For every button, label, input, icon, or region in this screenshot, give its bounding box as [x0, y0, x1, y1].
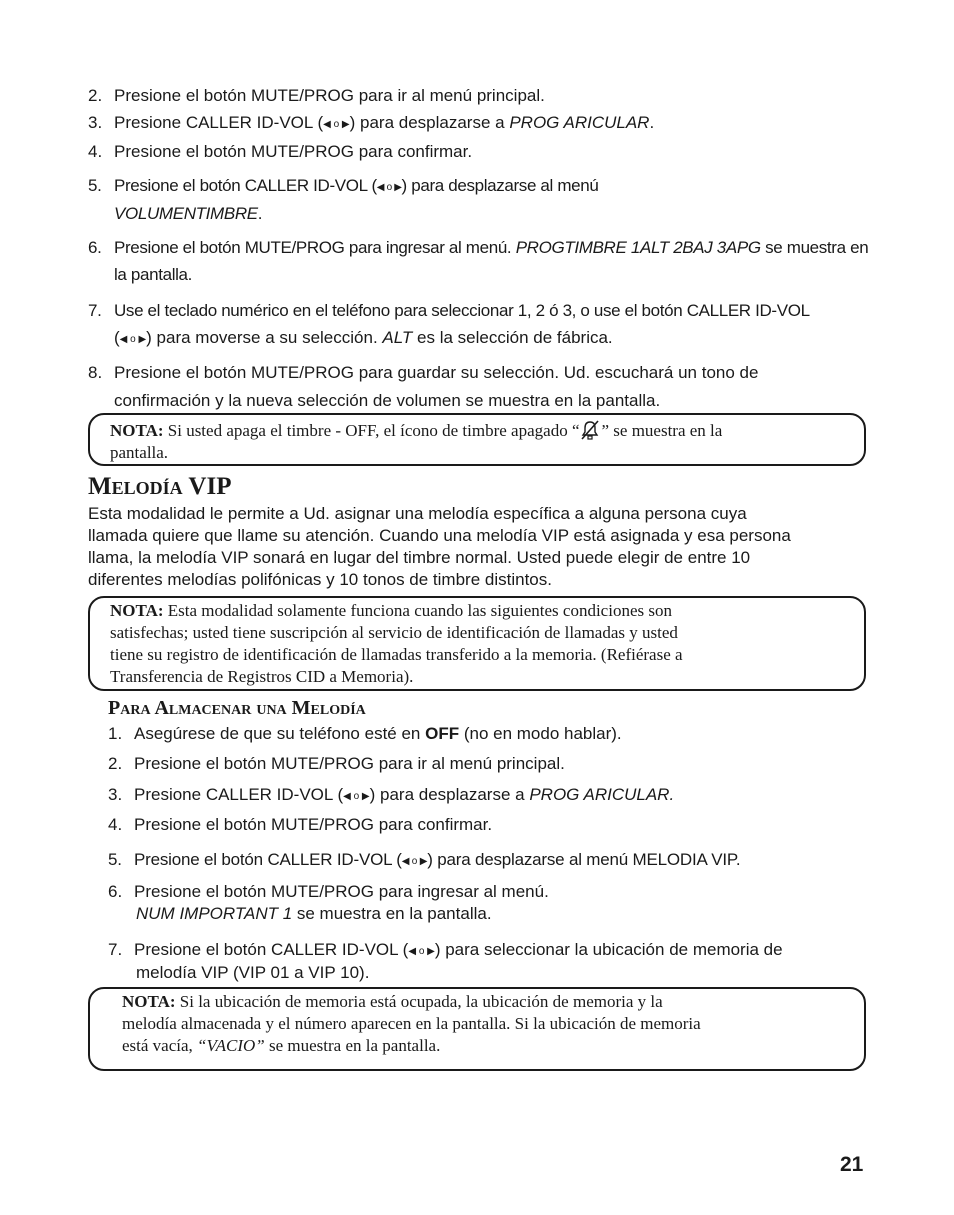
step-text-part: Presione el botón MUTE/PROG para guardar su selección. Ud. escuchará un tono de — [114, 363, 759, 382]
note-text: pantalla. — [110, 443, 169, 462]
step-number: 5. — [108, 850, 122, 869]
note-text: Si la ubicación de memoria está ocupada, la ubicación de memoria y la — [175, 992, 663, 1011]
step-text — [134, 750, 565, 777]
step-text-part: ALT — [382, 328, 413, 347]
step-number: 4. — [108, 815, 123, 834]
paragraph-line: diferentes melodías polifónicas y 10 tonos de timbre distintos. — [88, 570, 552, 589]
step-text-part: VOLUMENTIMBRE — [114, 204, 258, 223]
step-number: 3. — [108, 785, 123, 804]
left-right-arrows-icon: ◀ o ▶ — [323, 119, 350, 130]
note-box-memory — [88, 987, 866, 1071]
step-text-part: PROGTIMBRE 1ALT 2BAJ 3APG — [515, 238, 761, 257]
note-box-conditions — [88, 596, 866, 691]
note-text: melodía almacenada y el número aparecen en la pantalla. Si la ubicación de memoria — [122, 1014, 701, 1033]
step-text-part: Presione el botón MUTE/PROG para confirmar. — [134, 815, 493, 834]
step-text-part: se muestra en la pantalla. — [292, 904, 492, 923]
subsection-title: Para Almacenar una Melodía — [108, 697, 366, 719]
step-text — [114, 82, 545, 109]
step-text-part: Presione CALLER ID-VOL ( — [134, 785, 344, 804]
left-right-arrows-icon: ◀ o ▶ — [119, 334, 147, 345]
step-text — [114, 359, 758, 386]
step-text — [114, 234, 868, 261]
paragraph-line: llama, la melodía VIP sonará en lugar del timbre normal. Usted puede elegir de entre 10 — [88, 548, 751, 567]
step-text-part: OFF — [425, 724, 460, 743]
step-text-part: ) para seleccionar la ubicación de memoria de — [434, 940, 783, 959]
step-text-part: melodía VIP (VIP 01 a VIP 10). — [136, 963, 370, 982]
step-text-part: ) para desplazarse al menú MELODIA VIP. — [427, 850, 741, 869]
left-right-arrows-icon: ◀ o ▶ — [343, 791, 370, 802]
step-text-part: Use el teclado numérico en el teléfono para seleccionar 1, 2 ó 3, o use el botón CALLER ID-VOL — [114, 301, 810, 320]
step-text-part: Presione el botón MUTE/PROG para ingresar al menú. — [134, 882, 549, 901]
step-text-part: PROG ARICULAR. — [529, 785, 675, 804]
note-line — [110, 600, 850, 622]
step-text — [114, 109, 654, 138]
note-text: está vacía, — [122, 1036, 198, 1055]
note-text: se muestra en la pantalla. — [264, 1036, 441, 1055]
step-text-part: Presione CALLER ID-VOL ( — [114, 113, 324, 132]
step-text — [114, 138, 472, 165]
step-text-part: Presione el botón MUTE/PROG para ir al menú principal. — [114, 86, 545, 105]
left-right-arrows-icon: ◀ o ▶ — [408, 946, 435, 957]
step-text-part: es la selección de fábrica. — [412, 328, 613, 347]
step-number: 4. — [88, 142, 103, 161]
step-text-part: Presione el botón MUTE/PROG para confirmar. — [114, 142, 473, 161]
step-text — [134, 846, 740, 875]
step-text-part: Asegúrese de que su teléfono esté en — [134, 724, 426, 743]
step-text-part: ) para desplazarse a — [349, 113, 510, 132]
step-text-part: se muestra en — [760, 238, 869, 257]
step-text-part: la pantalla. — [114, 265, 193, 284]
note-text: Si usted apaga el timbre - OFF, el ícono de timbre apagado “ — [163, 421, 580, 440]
step-number: 5. — [88, 176, 102, 195]
step-text-part: Presione el botón MUTE/PROG para ir al menú principal. — [134, 754, 565, 773]
note-text: ” se muestra en la — [601, 421, 723, 440]
step-text — [114, 387, 660, 414]
step-text-part: ) para desplazarse a — [369, 785, 530, 804]
step-text — [114, 172, 598, 201]
step-number: 1. — [108, 724, 123, 743]
step-text-part: Presione el botón MUTE/PROG para ingresar al menú. — [114, 238, 516, 257]
step-text-part: . — [649, 113, 655, 132]
section-title: Melodía VIP — [88, 473, 232, 500]
step-text-part: ) para desplazarse al menú — [401, 176, 599, 195]
step-number: 8. — [88, 363, 103, 382]
step-text-part: PROG ARICULAR — [509, 113, 650, 132]
step-text-part: Presione el botón CALLER ID-VOL ( — [134, 940, 409, 959]
note-text: Transferencia de Registros CID a Memoria). — [110, 667, 414, 686]
step-text-part: ( — [114, 328, 120, 347]
note-text: Esta modalidad solamente funciona cuando las siguientes condiciones son — [163, 601, 672, 620]
left-right-arrows-icon: ◀ o ▶ — [401, 856, 428, 867]
step-number: 7. — [108, 940, 123, 959]
step-text-part: Presione el botón CALLER ID-VOL ( — [114, 176, 377, 195]
note-label: NOTA: — [110, 601, 164, 620]
left-right-arrows-icon: ◀ o ▶ — [376, 182, 402, 193]
page-number: 21 — [840, 1153, 864, 1176]
note-label: NOTA: — [122, 992, 176, 1011]
step-text-part: NUM IMPORTANT 1 — [136, 904, 293, 923]
step-text — [134, 720, 622, 747]
note-box-ringer-off — [88, 413, 866, 466]
step-number: 2. — [88, 86, 103, 105]
step-text — [134, 781, 674, 810]
step-text-part: (no en modo hablar). — [459, 724, 622, 743]
ringer-off-bell-icon — [579, 419, 601, 441]
step-text — [114, 261, 192, 288]
paragraph-line: llamada quiere que llame su atención. Cuando una melodía VIP está asignada y esa persona — [88, 526, 791, 545]
step-text-part: . — [257, 204, 263, 223]
step-text — [114, 297, 810, 324]
note-text: tiene su registro de identificación de llamadas transferido a la memoria. (Refiérase a — [110, 645, 683, 664]
step-text — [114, 200, 262, 227]
step-text — [114, 324, 613, 353]
step-number: 6. — [88, 238, 102, 257]
step-text — [136, 959, 369, 986]
note-label: NOTA: — [110, 421, 164, 440]
step-text — [136, 900, 492, 927]
step-text-part: ) para moverse a su selección. — [146, 328, 383, 347]
paragraph-line: Esta modalidad le permite a Ud. asignar una melodía específica a alguna persona cuya — [88, 504, 747, 523]
step-number: 6. — [108, 882, 123, 901]
step-text-part: confirmación y la nueva selección de volumen se muestra en la pantalla. — [114, 391, 661, 410]
note-text: satisfechas; usted tiene suscripción al servicio de identificación de llamadas y usted — [110, 623, 678, 642]
step-number: 3. — [88, 113, 103, 132]
step-text-part: Presione el botón CALLER ID-VOL ( — [134, 850, 402, 869]
note-text-italic: “VACIO” — [197, 1036, 265, 1055]
step-number: 7. — [88, 301, 102, 320]
note-body — [110, 600, 850, 688]
step-text — [134, 811, 492, 838]
step-number: 2. — [108, 754, 123, 773]
